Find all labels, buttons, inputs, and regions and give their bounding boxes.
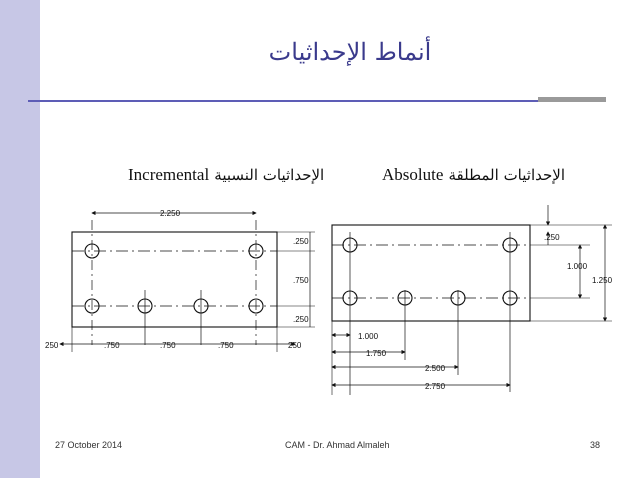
dim-bottom-1: 250: [45, 341, 59, 350]
incremental-label-en: Incremental: [128, 165, 210, 184]
incremental-label-ar: الإحداثيات النسبية: [214, 166, 325, 184]
dim-overall: 2.250: [160, 209, 181, 218]
dim-bottom-4: .750: [218, 341, 234, 350]
dim-right-3: .250: [293, 315, 309, 324]
dim-abs-bottom-2: 1.750: [366, 349, 387, 358]
incremental-plate: [72, 232, 277, 327]
dim-abs-right-2: 1.000: [567, 262, 588, 271]
dim-abs-right-1: .250: [544, 233, 560, 242]
dim-abs-bottom-1: 1.000: [358, 332, 379, 341]
dim-right-2: .750: [293, 276, 309, 285]
footer-date: 27 October 2014: [55, 440, 123, 450]
footer-author: CAM - Dr. Ahmad Almaleh: [285, 440, 390, 450]
dim-bottom-5: 250: [288, 341, 302, 350]
page-number: 38: [590, 440, 601, 450]
absolute-label-en: Absolute: [382, 165, 444, 184]
dim-bottom-3: .750: [160, 341, 176, 350]
dim-right-1: .250: [293, 237, 309, 246]
dim-abs-bottom-4: 2.750: [425, 382, 446, 391]
dim-abs-right-3: 1.250: [592, 276, 613, 285]
slide-title: أنماط الإحداثيات: [268, 38, 432, 66]
absolute-label-ar: الإحداثيات المطلقة: [448, 166, 565, 184]
absolute-plate: [332, 225, 530, 321]
dim-bottom-2: .750: [104, 341, 120, 350]
dim-abs-bottom-3: 2.500: [425, 364, 446, 373]
